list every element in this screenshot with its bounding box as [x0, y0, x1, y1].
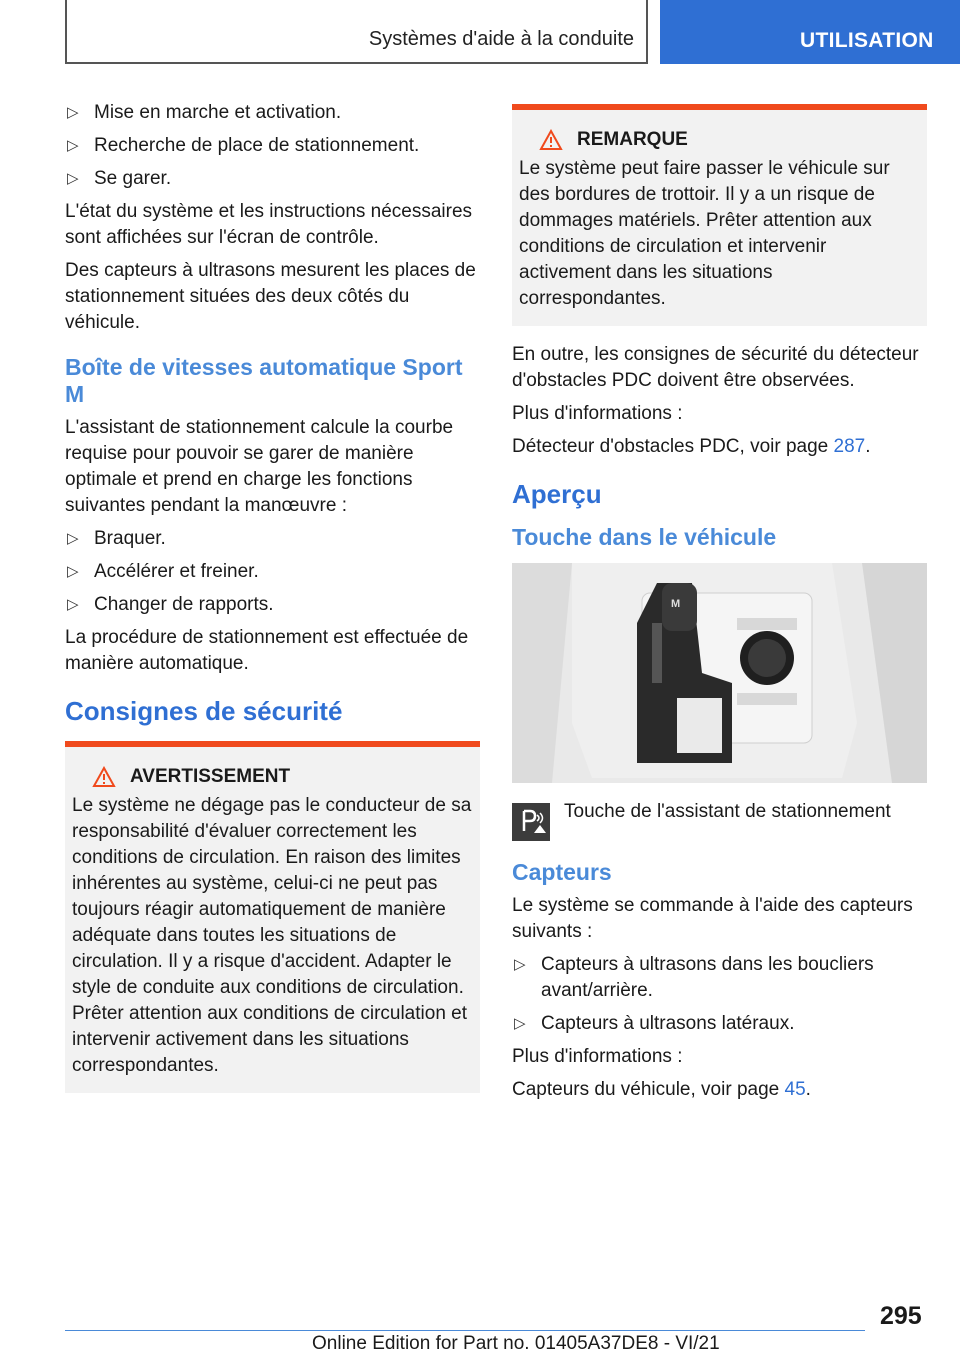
warning-triangle-icon — [539, 129, 563, 151]
heading-gearbox: Boîte de vitesses automatique Sport M — [65, 354, 463, 407]
list-item: ▷ Recherche de place de stationnement. — [65, 133, 480, 159]
paragraph-status: L'état du système et les instructions nécessaires sont affichées sur l'écran de contrôle. — [65, 201, 473, 248]
note-title: REMARQUE — [539, 128, 921, 152]
right-column — [512, 100, 927, 1110]
figure-caption: Touche de l'assistant de stationnement — [512, 799, 927, 841]
warning-box — [65, 741, 480, 1093]
warning-title: AVERTISSEMENT — [92, 765, 474, 789]
note-box — [512, 104, 927, 326]
note-text: Le système peut faire passer le véhicule sur des bordures de trottoir. Il y a un risque de dommages matériels. Prêter attention aux conditions de circulation et intervenir activement dans les situations correspondantes. — [519, 158, 890, 309]
triangle-bullet-icon: ▷ — [67, 596, 79, 613]
left-column — [65, 100, 480, 1109]
paragraph-sensors: Des capteurs à ultrasons mesurent les places de stationnement situées des deux côtés du véhicule. — [65, 260, 476, 333]
reference-pdc: Détecteur d'obstacles PDC, voir page 287. — [512, 436, 871, 457]
paragraph-assistant: L'assistant de stationnement calcule la courbe requise pour pouvoir se garer de manière optimale et prend en charge les fonctions suivantes pendant la manœuvre : — [65, 417, 454, 516]
list-item: ▷ Changer de rapports. — [65, 592, 480, 618]
list-item: ▷ Mise en marche et activation. — [65, 100, 480, 126]
page-link-sensors[interactable]: 45 — [784, 1079, 806, 1100]
paragraph-procedure: La procédure de stationnement est effectuée de manière automatique. — [65, 627, 469, 674]
page-number: 295 — [880, 1302, 922, 1330]
header-chapter-title: Systèmes d'aide à la conduite — [368, 28, 634, 50]
warning-triangle-icon — [92, 766, 116, 788]
list-item: ▷ Capteurs à ultrasons latéraux. — [512, 1011, 927, 1037]
triangle-bullet-icon: ▷ — [514, 956, 526, 973]
console-photo — [512, 563, 927, 783]
edition-line: Online Edition for Part no. 01405A37DE8 - VI/21 — [312, 1333, 720, 1354]
footer-divider — [65, 1330, 865, 1331]
list-item: ▷ Accélérer et freiner. — [65, 559, 480, 585]
triangle-bullet-icon: ▷ — [67, 137, 79, 154]
list-item: ▷ Capteurs à ultrasons dans les boucliers avant/arrière. — [512, 952, 927, 1004]
page-link-pdc[interactable]: 287 — [833, 436, 866, 457]
heading-sensors: Capteurs — [512, 859, 612, 885]
triangle-bullet-icon: ▷ — [67, 104, 79, 121]
heading-safety: Consignes de sécurité — [65, 696, 343, 726]
reference-sensors: Capteurs du véhicule, voir page 45. — [512, 1079, 811, 1100]
list-item: ▷ Se garer. — [65, 166, 480, 192]
heading-button: Touche dans le véhicule — [512, 524, 777, 550]
svg-text:M: M — [671, 598, 681, 610]
heading-overview: Aperçu — [512, 479, 602, 509]
header-section-label: UTILISATION — [800, 29, 934, 52]
triangle-bullet-icon: ▷ — [514, 1015, 526, 1032]
warning-text: Le système ne dégage pas le conducteur de sa responsabilité d'évaluer correctement les conditions de circulation. En raison des limites inhérentes au système, celui-ci ne peut pas toujours réagir automatiquement de manière adéquate dans toutes les situations de circulation. Il y a risque d'accident. Adapter le style de conduite aux conditions de circulation. Prêter attention aux conditions de circulation et intervenir activement dans les situations correspondantes. — [72, 795, 472, 1076]
paragraph-sensors-intro: Le système se commande à l'aide des capteurs suivants : — [512, 895, 913, 942]
triangle-bullet-icon: ▷ — [67, 563, 79, 580]
more-info-label: Plus d'informations : — [512, 403, 683, 424]
header-section-tab[interactable] — [660, 0, 960, 64]
more-info-label: Plus d'informations : — [512, 1046, 683, 1067]
header-chapter-box — [65, 0, 648, 64]
paragraph-pdc: En outre, les consignes de sécurité du détecteur d'obstacles PDC doivent être observées. — [512, 344, 919, 391]
triangle-bullet-icon: ▷ — [67, 170, 79, 187]
list-item: ▷ Braquer. — [65, 526, 480, 552]
park-assist-button-icon — [512, 803, 550, 841]
triangle-bullet-icon: ▷ — [67, 530, 79, 547]
